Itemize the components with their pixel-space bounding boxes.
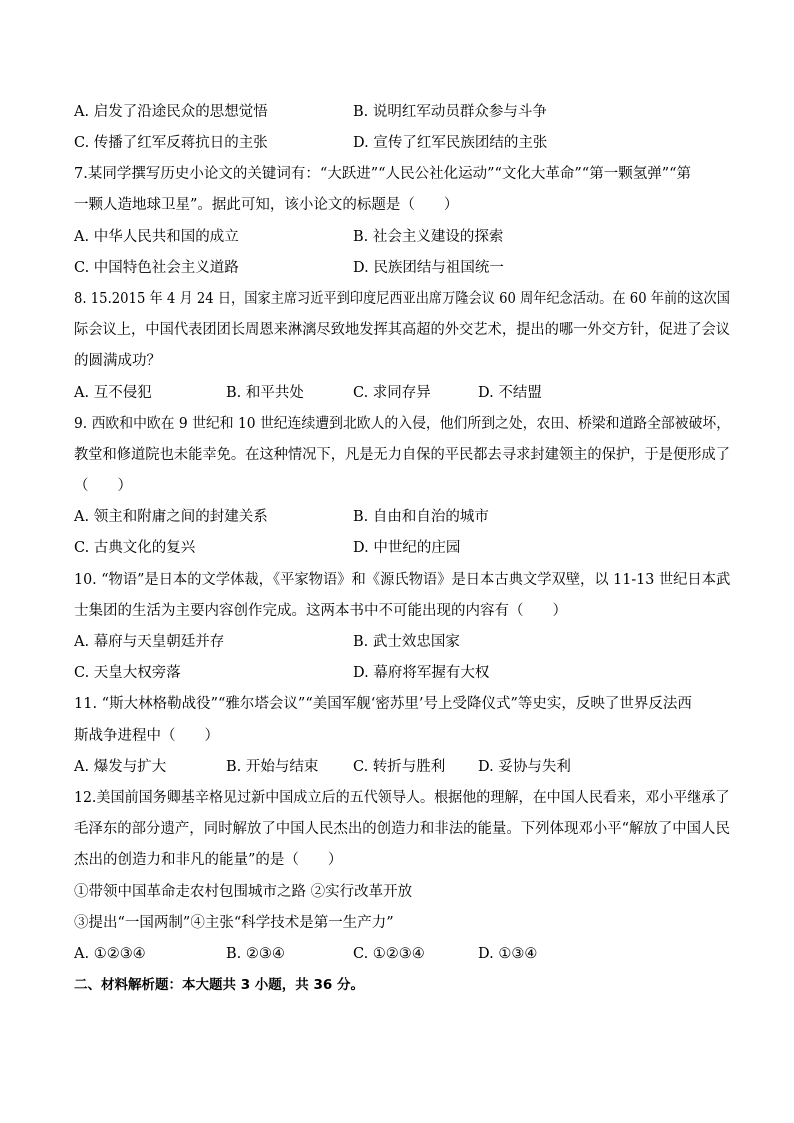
q9-stem-line-1: 9. 西欧和中欧在 9 世纪和 10 世纪连续遭到北欧人的入侵，他们所到之处，农田、桥梁和道路全部被破坏， <box>74 416 731 432</box>
q11-option-c: C. 转折与胜利 <box>353 759 446 775</box>
q9-stem-line-2: 教堂和修道院也未能幸免。在这种情况下，凡是无力自保的平民都去寻求封建领主的保护，于是便形成了 <box>74 447 730 463</box>
q9-option-d: D. 中世纪的庄园 <box>353 540 461 556</box>
q6-option-c: C. 传播了红军反蒋抗日的主张 <box>74 135 268 151</box>
q11-stem-line-1: 11. “斯大林格勒战役”“雅尔塔会议”“美国军舰‘密苏里’号上受降仪式”等史实，反映了世界反法西 <box>74 696 692 712</box>
q8-stem-line-3: 的圆满成功？ <box>74 353 161 369</box>
q8-stem-line-2: 际会议上，中国代表团团长周恩来淋漓尽致地发挥其高超的外交艺术，提出的哪一外交方针，促进了会议 <box>74 322 730 338</box>
q12-stem-line-2: 毛泽东的部分遗产，同时解放了中国人民杰出的创造力和非法的能量。下列体现邓小平“解放了中国人民 <box>74 821 730 837</box>
q7-option-b: B. 社会主义建设的探索 <box>353 229 504 245</box>
q10-option-c: C. 天皇大权旁落 <box>74 665 181 681</box>
q7-option-a: A. 中华人民共和国的成立 <box>74 229 239 245</box>
q10-option-b: B. 武士效忠国家 <box>353 634 460 650</box>
q12-option-a: A. ①②③④ <box>74 946 146 962</box>
q12-option-d: D. ①③④ <box>478 946 538 962</box>
q12-option-b: B. ②③④ <box>226 946 285 962</box>
q10-option-a: A. 幕府与天皇朝廷并存 <box>74 634 225 650</box>
q8-option-c: C. 求同存异 <box>353 385 431 401</box>
q9-option-b: B. 自由和自治的城市 <box>353 509 489 525</box>
q12-statement-line-1: ①带领中国革命走农村包围城市之路 ②实行改革开放 <box>74 884 413 900</box>
q6-option-b: B. 说明红军动员群众参与斗争 <box>353 104 547 120</box>
q12-stem-line-3: 杰出的创造力和非凡的能量”的是（ ） <box>74 852 343 868</box>
q7-stem-line-1: 7.某同学撰写历史小论文的关键词有：“大跃进”“人民公社化运动”“文化大革命”“第一颗氢弹”“第 <box>74 166 692 182</box>
q12-stem-line-1: 12.美国前国务卿基辛格见过新中国成立后的五代领导人。根据他的理解，在中国人民看来，邓小平继承了 <box>74 790 730 806</box>
q11-option-a: A. 爆发与扩大 <box>74 759 167 775</box>
q9-stem-line-3: （ ） <box>74 478 132 494</box>
q7-stem-line-2: 一颗人造地球卫星”。据此可知，该小论文的标题是（ ） <box>74 197 459 213</box>
q8-option-b: B. 和平共处 <box>226 385 304 401</box>
section-heading: 二、材料解析题：本大题共 3 小题，共 36 分。 <box>74 977 364 993</box>
q11-option-d: D. 妥协与失利 <box>478 759 571 775</box>
q7-option-c: C. 中国特色社会主义道路 <box>74 260 239 276</box>
q11-stem-line-2: 斯战争进程中（ ） <box>74 728 219 744</box>
q6-option-a: A. 启发了沿途民众的思想觉悟 <box>74 104 268 120</box>
q12-option-c: C. ①②③④ <box>353 946 425 962</box>
q9-option-a: A. 领主和附庸之间的封建关系 <box>74 509 268 525</box>
q10-option-d: D. 幕府将军握有大权 <box>353 665 490 681</box>
q8-option-a: A. 互不侵犯 <box>74 385 152 401</box>
q7-option-d: D. 民族团结与祖国统一 <box>353 260 504 276</box>
q10-stem-line-2: 士集团的生活为主要内容创作完成。这两本书中不可能出现的内容有（ ） <box>74 603 567 619</box>
q9-option-c: C. 古典文化的复兴 <box>74 540 196 556</box>
q8-stem-line-1: 8. 15.2015 年 4 月 24 日，国家主席习近平到印度尼西亚出席万隆会议 60 周年纪念活动。在 60 年前的这次国 <box>74 291 730 307</box>
q8-option-d: D. 不结盟 <box>478 385 542 401</box>
q10-stem-line-1: 10. “物语”是日本的文学体裁，《平家物语》和《源氏物语》是日本古典文学双壁，以 11-13 世纪日本武 <box>74 572 731 588</box>
q12-statement-line-2: ③提出“一国两制”④主张“科学技术是第一生产力” <box>74 915 394 931</box>
q6-option-d: D. 宣传了红军民族团结的主张 <box>353 135 548 151</box>
q11-option-b: B. 开始与结束 <box>226 759 319 775</box>
